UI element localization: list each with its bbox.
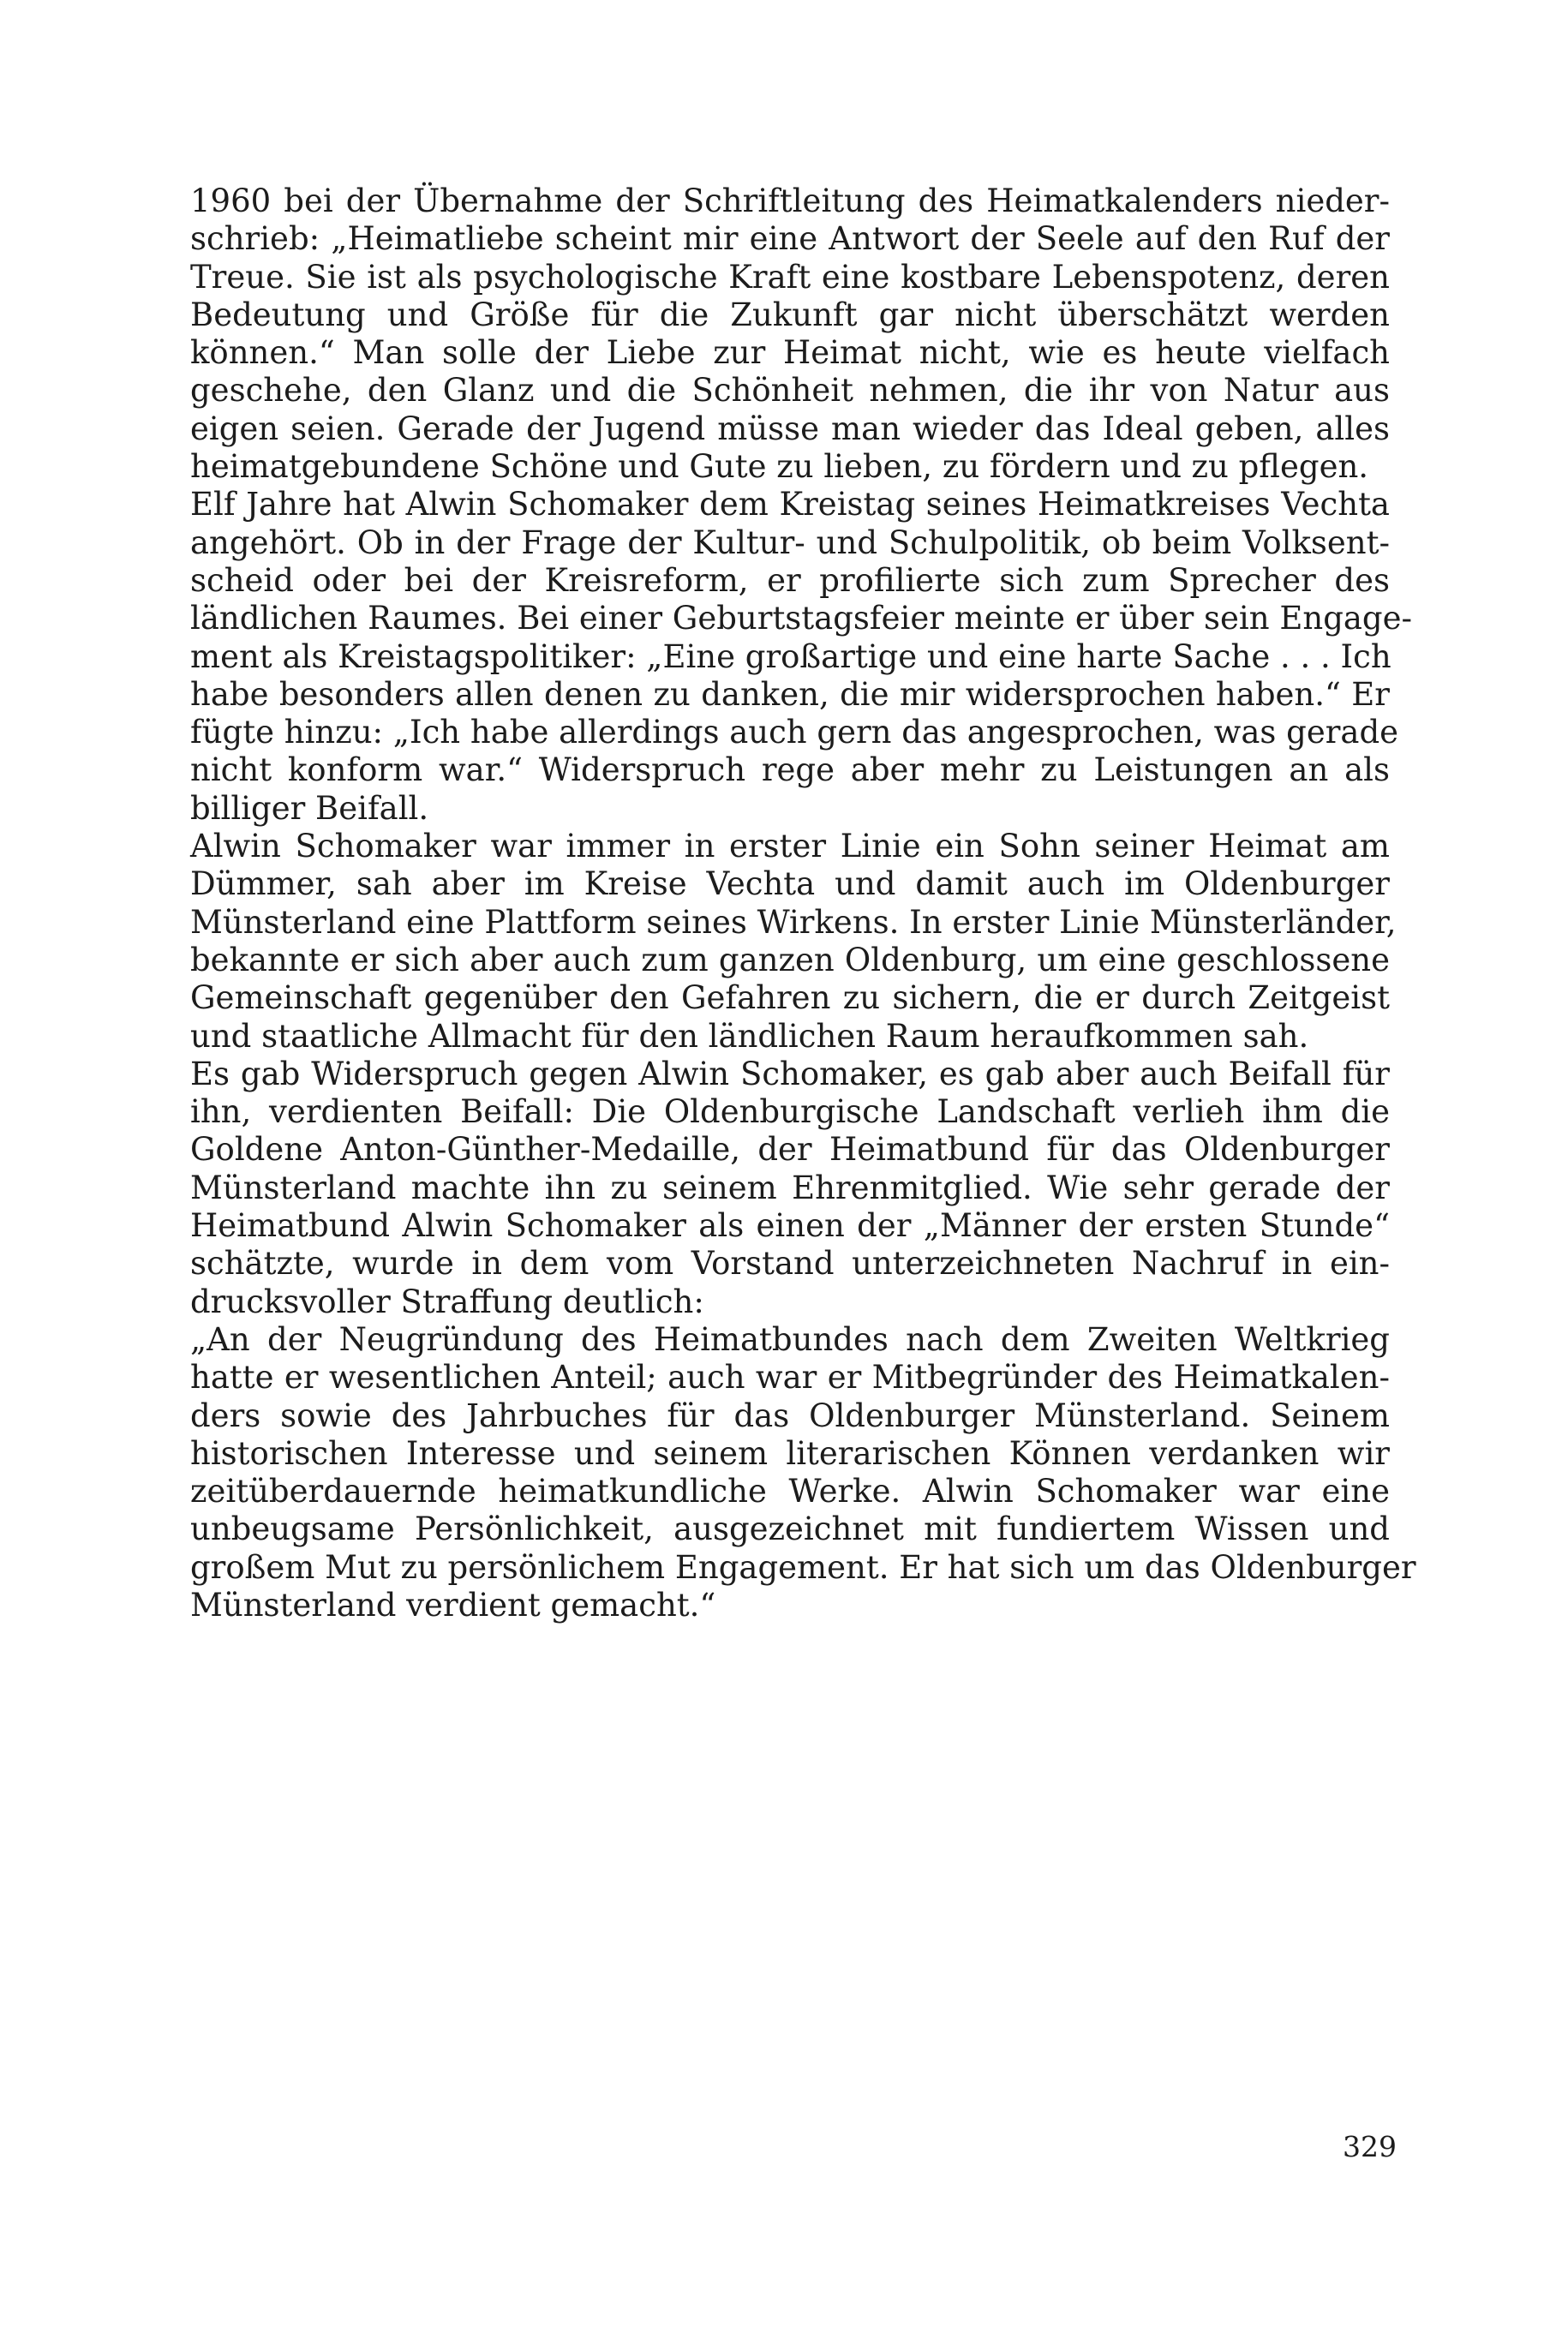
text-line: angehört. Ob in der Frage der Kultur- und Schulpolitik, ob beim Volksent- [190,523,1390,561]
text-line: Münsterland eine Plattform seines Wirkens. In erster Linie Münsterländer, [190,903,1397,941]
text-line: geschehe, den Glanz und die Schönheit nehmen, die ihr von Natur aus [190,372,1390,410]
text-line: drucksvoller Straffung deutlich: [190,1283,704,1320]
text-line: Goldene Anton-Günther-Medaille, der Heimatbund für das Oldenburger [190,1131,1390,1169]
body-text [190,182,1416,1624]
text-line: fügte hinzu: „Ich habe allerdings auch gern das angesprochen, was gerade [190,714,1399,751]
text-line: habe besonders allen denen zu danken, die mir widersprochen haben.“ Er [190,675,1390,713]
text-line: unbeugsame Persönlichkeit, ausgezeichnet mit fundiertem Wissen und [190,1510,1390,1548]
text-line: Elf Jahre hat Alwin Schomaker dem Kreistag seines Heimatkreises Vechta [190,486,1390,523]
paragraph-2 [190,486,1413,828]
text-line: hatte er wesentlichen Anteil; auch war er Mitbegründer des Heimatkalen- [190,1359,1390,1397]
text-line: schätzte, wurde in dem vom Vorstand unterzeichneten Nachruf in ein- [190,1245,1390,1283]
text-line: Es gab Widerspruch gegen Alwin Schomaker, es gab aber auch Beifall für [190,1055,1390,1092]
text-line: bekannte er sich aber auch zum ganzen Oldenburg, um eine geschlossene [190,941,1390,978]
text-line: Bedeutung und Größe für die Zukunft gar nicht überschätzt werden [190,296,1390,333]
text-line: ländlichen Raumes. Bei einer Geburtstagsfeier meinte er über sein Engage- [190,600,1413,637]
text-line: großem Mut zu persönlichem Engagement. Er hat sich um das Oldenburger [190,1548,1416,1586]
text-line: Treue. Sie ist als psychologische Kraft eine kostbare Lebenspotenz, deren [190,258,1390,296]
text-line: 1960 bei der Übernahme der Schriftleitung des Heimatkalenders nieder- [190,182,1390,219]
paragraph-3 [190,828,1397,1056]
page-number: 329 [1343,2130,1397,2163]
text-line: Alwin Schomaker war immer in erster Linie ein Sohn seiner Heimat am [190,828,1390,865]
text-line: scheid oder bei der Kreisreform, er profilierte sich zum Sprecher des [190,561,1390,599]
text-line: zeitüberdauernde heimatkundliche Werke. Alwin Schomaker war eine [190,1473,1390,1510]
text-line: „An der Neugründung des Heimatbundes nach dem Zweiten Weltkrieg [190,1320,1390,1358]
text-line: Gemeinschaft gegenüber den Gefahren zu sichern, die er durch Zeitgeist [190,979,1390,1017]
text-line: ders sowie des Jahrbuches für das Oldenburger Münsterland. Seinem [190,1397,1390,1434]
text-line: schrieb: „Heimatliebe scheint mir eine Antwort der Seele auf den Ruf der [190,220,1390,258]
text-line: ment als Kreistagspolitiker: „Eine großartige und eine harte Sache . . . Ich [190,637,1391,675]
text-line: nicht konform war.“ Widerspruch rege aber mehr zu Leistungen an als [190,751,1390,789]
text-line: heimatgebundene Schöne und Gute zu lieben, zu fördern und zu pflegen. [190,448,1369,486]
text-line: Münsterland verdient gemacht.“ [190,1586,716,1624]
text-line: können.“ Man solle der Liebe zur Heimat nicht, wie es heute vielfach [190,334,1390,372]
paragraph-1 [190,182,1390,486]
text-line: und staatliche Allmacht für den ländlichen Raum heraufkommen sah. [190,1017,1309,1055]
text-line: historischen Interesse und seinem literarischen Können verdanken wir [190,1434,1390,1472]
text-line: eigen seien. Gerade der Jugend müsse man wieder das Ideal geben, alles [190,410,1390,447]
paragraph-5-quotation [190,1320,1416,1624]
text-line: billiger Beifall. [190,789,429,827]
text-line: Dümmer, sah aber im Kreise Vechta und damit auch im Oldenburger [190,865,1390,903]
text-line: ihn, verdienten Beifall: Die Oldenburgische Landschaft verlieh ihm die [190,1093,1390,1131]
text-line: Münsterland machte ihn zu seinem Ehrenmitglied. Wie sehr gerade der [190,1169,1390,1206]
text-line: Heimatbund Alwin Schomaker als einen der „Männer der ersten Stunde“ [190,1207,1390,1245]
paragraph-4 [190,1056,1390,1321]
